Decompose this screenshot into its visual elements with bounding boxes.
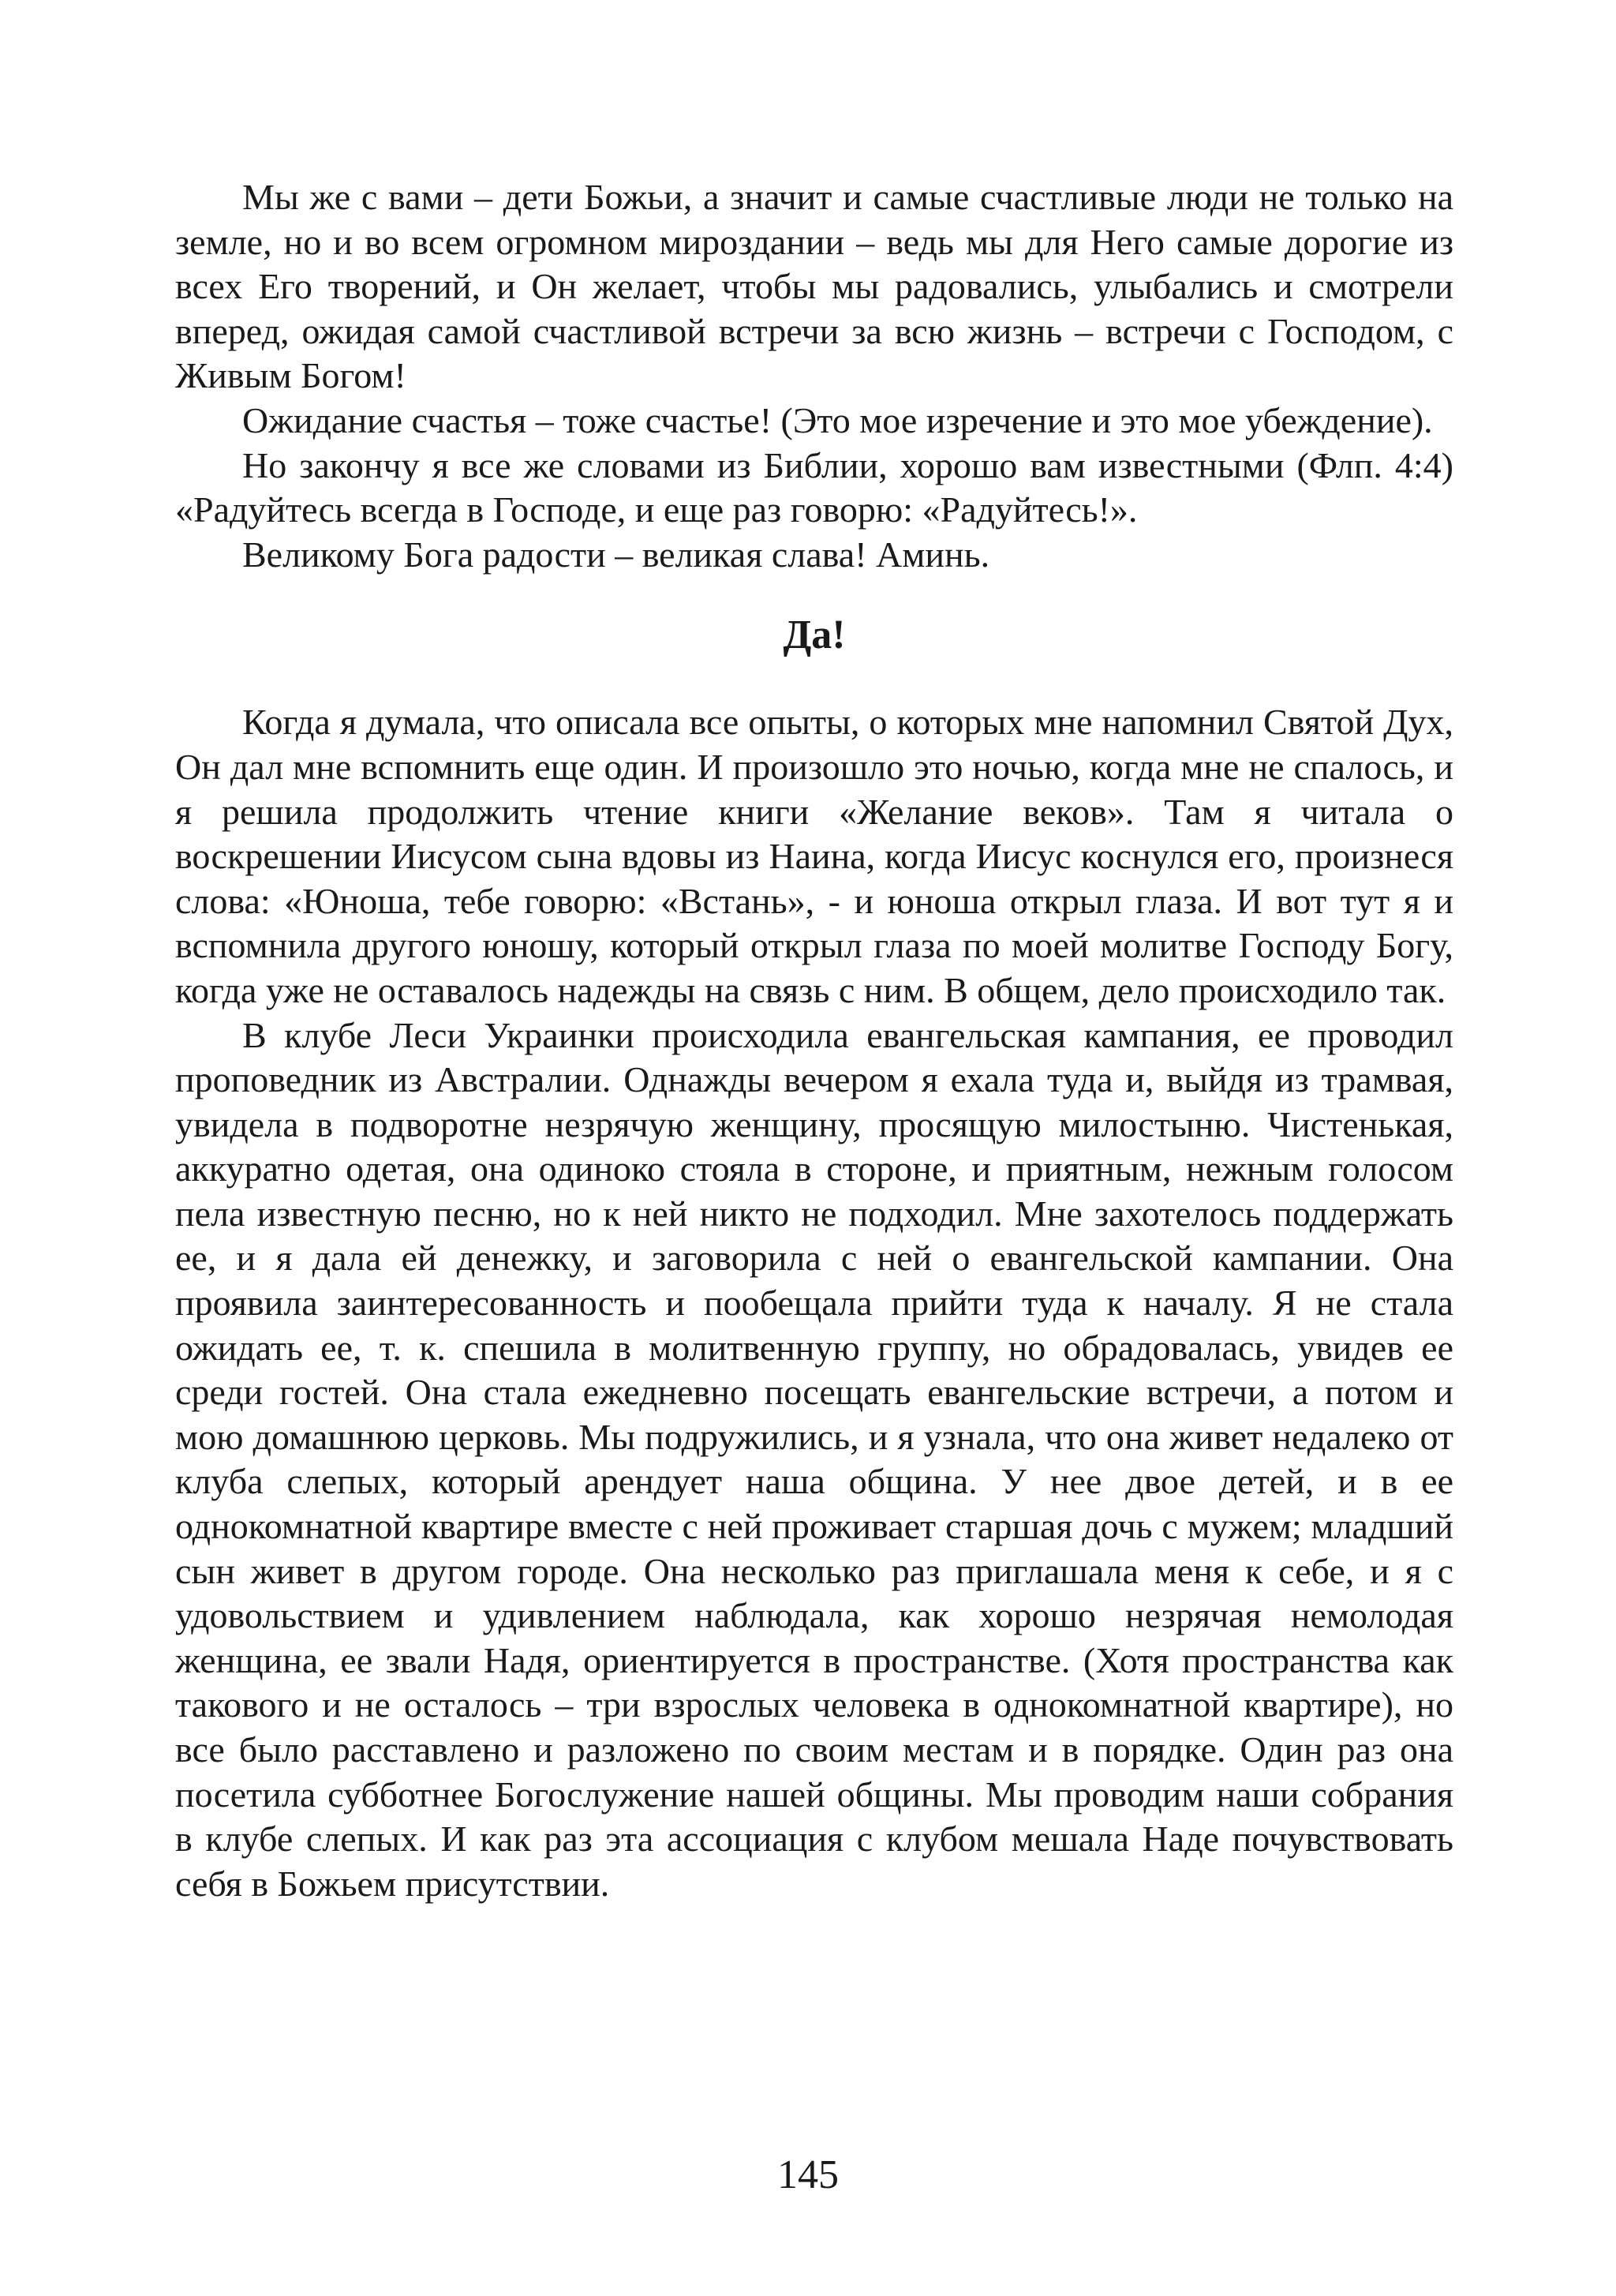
paragraph-holy-spirit-reminder: Когда я думала, что описала все опыты, о которых мне напомнил Святой Дух, Он дал мне вспомнить еще один. И произошло это ночью, когда мне не спалось, и я решила продолжить чтение книги «Желание веков». Там я читала о воскрешении Иисусом сына вдовы из Наина, когда Иисус коснулся его, произнеся слова: «Юноша, тебе говорю: «Встань», - и юноша открыл глаза. И вот тут я и вспомнила другого юношу, который открыл глаза по моей молитве Господу Богу, когда уже не оставалось надежды на связь с ним. В общем, дело происходило так. [175, 702, 1453, 1010]
paragraph-expectation-of-happiness: Ожидание счастья – тоже счастье! (Это мое изречение и это мое убеждение). [242, 399, 1433, 440]
paragraph-children-of-god: Мы же с вами – дети Божьи, а значит и самые счастливые люди не только на земле, но и во всем огромном мироздании – ведь мы для Него самые дорогие из всех Его творений, и Он желает, чтобы мы радовались, улыбались и смотрели вперед, ожидая самой счастливой встречи за всю жизнь – встречи с Господом, с Живым Богом! [175, 177, 1453, 396]
section-title: Да! [783, 612, 846, 658]
paragraph-bible-quote: Но закончу я все же словами из Библии, хорошо вам известными (Флп. 4:4) «Радуйтесь всегда в Господе, и еще раз говорю: «Радуйтесь!». [175, 444, 1453, 530]
paragraph-glory-amen: Великому Бога радости – великая слава! Аминь. [242, 534, 990, 575]
page-body [175, 175, 1453, 1906]
paragraph-evangelistic-campaign: В клубе Леси Украинки происходила евангельская кампания, ее проводил проповедник из Австралии. Однажды вечером я ехала туда и, выйдя из трамвая, увидела в подворотне незрячую женщину, просящую милостыню. Чистенькая, аккуратно одетая, она одиноко стояла в стороне, и приятным, нежным голосом пела известную песню, но к ней никто не подходил. Мне захотелось поддержать ее, и я дала ей денежку, и заговорила с ней о евангельской кампании. Она проявила заинтересованность и пообещала прийти туда к началу. Я не стала ожидать ее, т. к. спешила в молитвенную группу, но обрадовалась, увидев ее среди гостей. Она стала ежедневно посещать евангельские встречи, а потом и мою домашнюю церковь. Мы подружились, и я узнала, что она живет недалеко от клуба слепых, который арендует наша община. У нее двое детей, и в ее однокомнатной квартире вместе с ней проживает старшая дочь с мужем; младший сын живет в другом городе. Она несколько раз приглашала меня к себе, и я с удовольствием и удивлением наблюдала, как хорошо незрячая немолодая женщина, ее звали Надя, ориентируется в пространстве. (Хотя пространства как такового и не осталось – три взрослых человека в однокомнатной квартире), но все было расставлено и разложено по своим местам и в порядке. Один раз она посетила субботнее Богослужение нашей общины. Мы проводим наши собрания в клубе слепых. И как раз эта ассоциация с клубом мешала Наде почувствовать себя в Божьем присутствии. [175, 1014, 1453, 1904]
page-number: 145 [777, 2152, 839, 2197]
section-heading-block [175, 612, 1453, 659]
